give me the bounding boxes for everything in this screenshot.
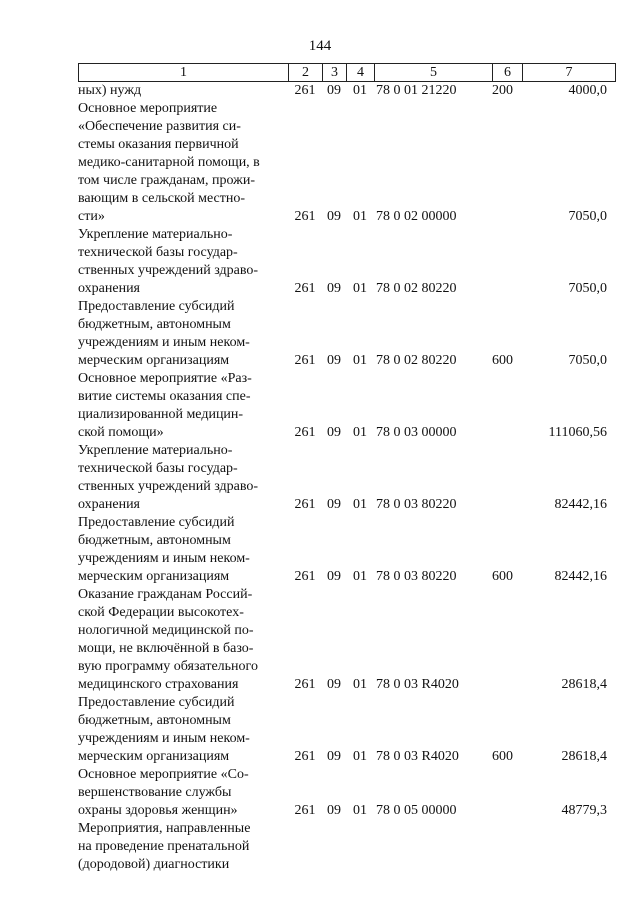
row-target-article: 78 0 03 R4020 [376, 677, 459, 692]
row-subsection-code: 01 [353, 803, 367, 818]
row-description: Предоставление субсидий бюджетным, автономным учреждениям и иным неком- мерческим организациям [78, 695, 250, 764]
row-ved-code: 261 [294, 425, 316, 440]
row-expense-type [492, 370, 522, 442]
row-section-code: 09 [327, 209, 341, 224]
column-header: 4 [347, 64, 375, 82]
row-ved-code: 261 [294, 569, 316, 584]
row-ved-code: 261 [294, 353, 316, 368]
row-section-code: 09 [327, 497, 341, 512]
column-header-row [79, 64, 616, 82]
row-target-article: 78 0 03 80220 [376, 569, 457, 584]
row-section-code: 09 [327, 281, 341, 296]
table-row [78, 586, 615, 694]
row-expense-type [492, 586, 522, 694]
row-subsection-code: 01 [353, 353, 367, 368]
row-description: Укрепление материально- технической базы государ- ственных учреждений здраво- охранения [78, 227, 258, 296]
row-target-article [374, 820, 492, 874]
row-amount: 82442,16 [554, 497, 607, 512]
row-ved-code: 261 [294, 749, 316, 764]
row-target-article: 78 0 05 00000 [376, 803, 457, 818]
row-description: Основное мероприятие «Обеспечение развития си- стемы оказания первичной медико-санитарной помощи, в том числе гражданам, прожи- вающим в сельской местно- сти» [78, 101, 260, 224]
table-row [78, 766, 615, 820]
row-expense-type: 200 [492, 83, 513, 98]
budget-table-body [78, 82, 615, 874]
row-amount: 4000,0 [568, 83, 607, 98]
row-target-article: 78 0 01 21220 [376, 83, 457, 98]
table-row [78, 442, 615, 514]
column-header: 7 [523, 64, 616, 82]
table-row [78, 820, 615, 874]
row-description: Мероприятия, направленные на проведение пренатальной (дородовой) диагностики [78, 821, 251, 872]
row-amount: 7050,0 [568, 353, 607, 368]
row-section-code: 09 [327, 83, 341, 98]
row-section-code: 09 [327, 803, 341, 818]
table-row [78, 514, 615, 586]
table-row [78, 82, 615, 100]
row-description: Укрепление материально- технической базы государ- ственных учреждений здраво- охранения [78, 443, 258, 512]
column-header: 3 [323, 64, 347, 82]
row-description: Основное мероприятие «Со- вершенствование службы охраны здоровья женщин» [78, 767, 249, 818]
row-subsection-code [346, 820, 374, 874]
table-row [78, 298, 615, 370]
row-description: Основное мероприятие «Раз- витие системы оказания спе- циализированной медицин- ской помощи» [78, 371, 252, 440]
row-target-article: 78 0 03 80220 [376, 497, 457, 512]
table-row [78, 100, 615, 226]
row-expense-type [492, 100, 522, 226]
column-header: 1 [79, 64, 289, 82]
row-target-article: 78 0 02 80220 [376, 281, 457, 296]
row-expense-type: 600 [492, 569, 513, 584]
row-ved-code: 261 [294, 677, 316, 692]
row-target-article: 78 0 03 R4020 [376, 749, 459, 764]
row-ved-code: 261 [294, 281, 316, 296]
column-header: 6 [493, 64, 523, 82]
row-section-code: 09 [327, 569, 341, 584]
row-expense-type [492, 766, 522, 820]
row-subsection-code: 01 [353, 83, 367, 98]
row-description: Оказание гражданам Россий- ской Федерации высокотех- нологичной медицинской по- мощи, не включённой в базо- вую программу обязательного медицинского страхования [78, 587, 258, 692]
row-section-code [322, 820, 346, 874]
page-number: 144 [308, 38, 332, 54]
row-description: Предоставление субсидий бюджетным, автономным учреждениям и иным неком- мерческим организациям [78, 515, 250, 584]
row-subsection-code: 01 [353, 281, 367, 296]
row-description: ных) нужд [78, 83, 142, 98]
budget-table [78, 82, 615, 874]
row-amount: 28618,4 [561, 677, 607, 692]
row-subsection-code: 01 [353, 497, 367, 512]
row-expense-type [492, 820, 522, 874]
row-amount: 48779,3 [561, 803, 607, 818]
column-header-table [78, 63, 616, 82]
row-section-code: 09 [327, 749, 341, 764]
table-row [78, 226, 615, 298]
column-header: 5 [375, 64, 493, 82]
row-expense-type: 600 [492, 353, 513, 368]
row-amount: 7050,0 [568, 281, 607, 296]
row-amount: 28618,4 [561, 749, 607, 764]
row-ved-code [288, 820, 322, 874]
row-amount: 7050,0 [568, 209, 607, 224]
row-description: Предоставление субсидий бюджетным, автономным учреждениям и иным неком- мерческим организациям [78, 299, 250, 368]
row-ved-code: 261 [294, 83, 316, 98]
row-expense-type [492, 442, 522, 514]
row-ved-code: 261 [294, 497, 316, 512]
row-ved-code: 261 [294, 803, 316, 818]
table-row [78, 694, 615, 766]
row-subsection-code: 01 [353, 749, 367, 764]
row-subsection-code: 01 [353, 677, 367, 692]
column-header: 2 [289, 64, 323, 82]
row-amount [522, 820, 615, 874]
row-section-code: 09 [327, 677, 341, 692]
row-amount: 111060,56 [548, 425, 607, 440]
row-section-code: 09 [327, 353, 341, 368]
row-target-article: 78 0 03 00000 [376, 425, 457, 440]
row-subsection-code: 01 [353, 425, 367, 440]
row-section-code: 09 [327, 425, 341, 440]
row-target-article: 78 0 02 80220 [376, 353, 457, 368]
row-subsection-code: 01 [353, 209, 367, 224]
row-amount: 82442,16 [554, 569, 607, 584]
row-expense-type: 600 [492, 749, 513, 764]
row-subsection-code: 01 [353, 569, 367, 584]
row-expense-type [492, 226, 522, 298]
row-ved-code: 261 [294, 209, 316, 224]
table-row [78, 370, 615, 442]
row-target-article: 78 0 02 00000 [376, 209, 457, 224]
